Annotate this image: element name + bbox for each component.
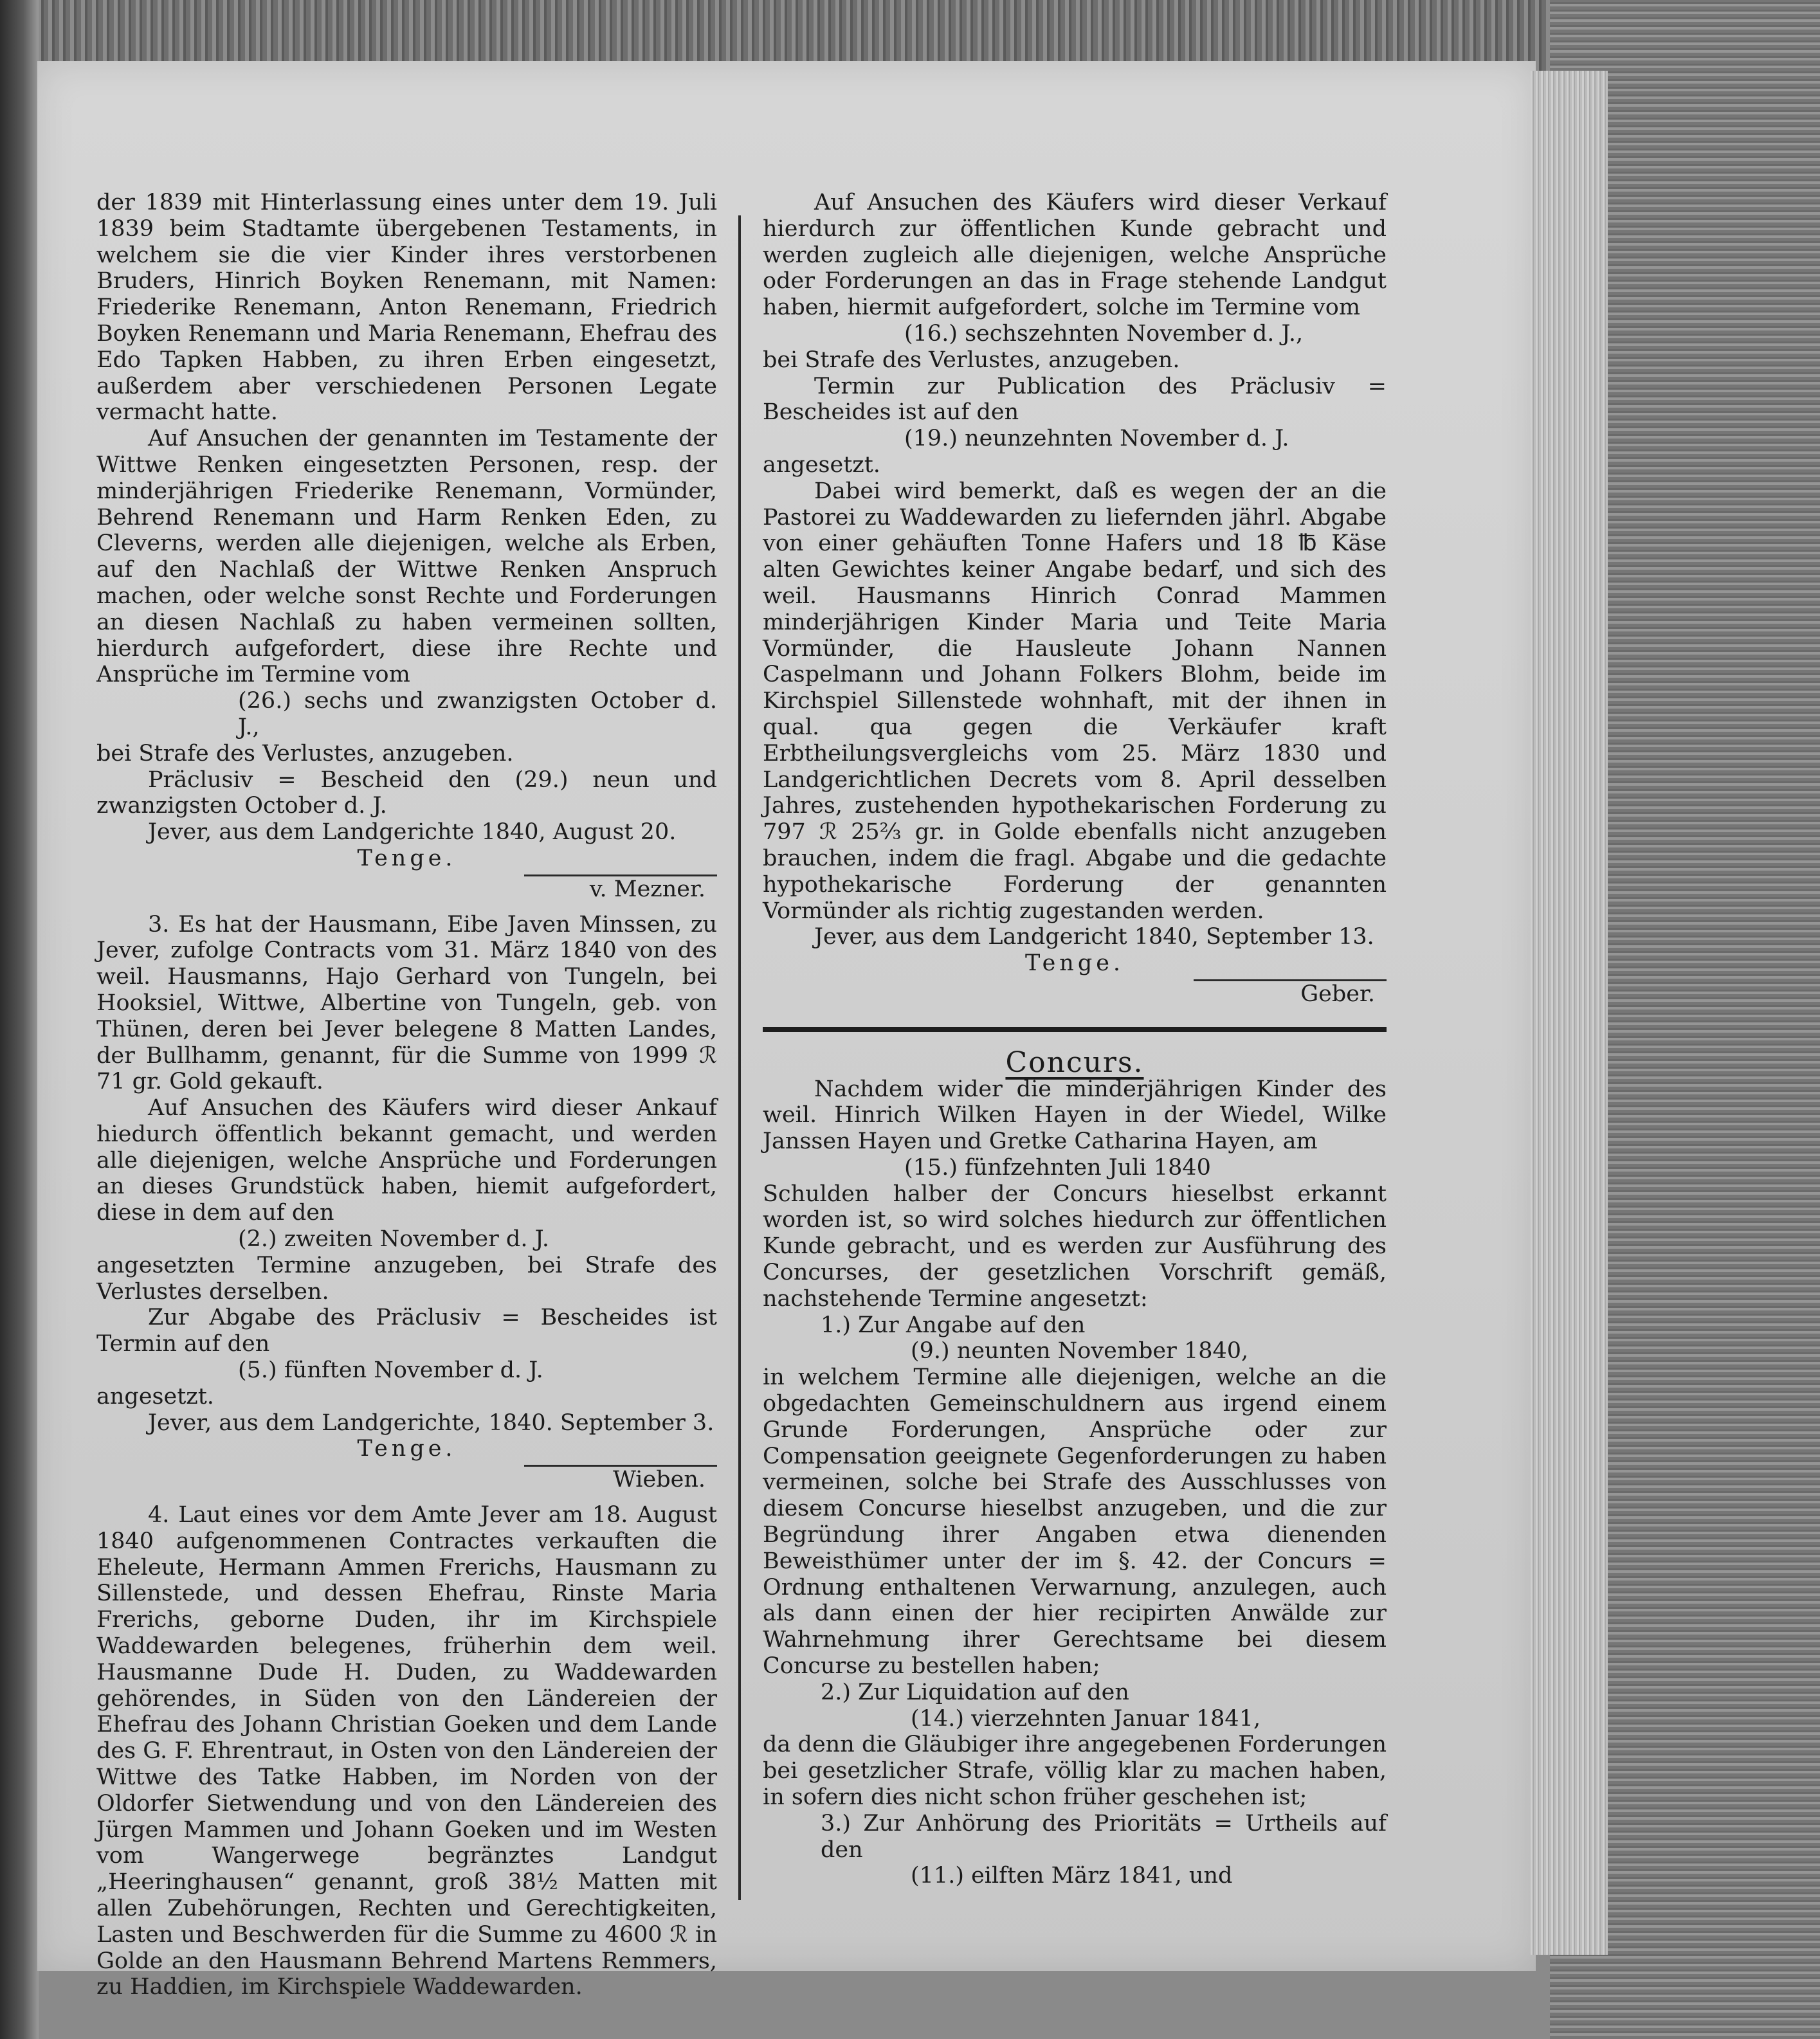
- newspaper-page: [37, 61, 1536, 2000]
- signature-name: Geber.: [1300, 981, 1375, 1007]
- notice-paragraph: Zur Abgabe des Präclusiv = Bescheides ist Termin auf den: [96, 1305, 717, 1357]
- term-date: (26.) sechs und zwanzigsten October d. J.,: [238, 688, 717, 740]
- notice-paragraph: da denn die Gläubiger ihre angegebenen Forderungen bei gesetzlicher Strafe, völlig klar zu machen haben, in sofern dies nicht schon früher geschehen ist;: [763, 1732, 1387, 1811]
- book-edge-top: [0, 0, 1820, 71]
- term-date: (11.) eilften März 1841, und: [911, 1863, 1233, 1889]
- term-date: (19.) neunzehnten November d. J.: [904, 426, 1289, 452]
- signature-name: v. Mezner.: [589, 876, 705, 902]
- notice-paragraph: Termin zur Publication des Präclusiv = Bescheides ist auf den: [763, 373, 1387, 426]
- notice-paragraph: 4. Laut eines vor dem Amte Jever am 18. August 1840 aufgenommenen Contractes verkauften die Eheleute, Hermann Ammen Frerichs, Hausmann zu Sillenstede, und dessen Ehefrau, Rinste Maria Frerichs, geborne Duden, ihr im Kirchspiele Waddewarden belegenes, früherhin dem weil. Hausmanne Dude H. Duden, zu Waddewarden gehörendes, in Süden von den Ländereien der Ehefrau des Johann Christian Goeken und dem Lande des G. F. Ehrentraut, in Osten von den Ländereien der Wittwe des Tatke Habben, im Norden von der Oldorfer Sietwendung und von den Ländereien des Jürgen Mammen und Johann Goeken und im Westen vom Wangerwege begränztes Landgut „Heeringhausen“ genannt, groß 38½ Matten mit allen Zubehörungen, Rechten und Gerechtigkeiten, Lasten und Beschwerden für die Summe zu 4600 ℛ in Golde an den Hausmann Behrend Martens Remmers, zu Haddien, im Kirchspiele Waddewarden.: [96, 1502, 717, 2000]
- signature-name: Wieben.: [612, 1467, 705, 1493]
- notice-paragraph: 3. Es hat der Hausmann, Eibe Javen Minssen, zu Jever, zufolge Contracts vom 31. März 1840 von des weil. Hausmanns, Hajo Gerhard von Tungeln, bei Hooksiel, Wittwe, Albertine von Tungeln, geb. von Thünen, deren bei Jever belegene 8 Matten Landes, der Bullhamm, genannt, für die Summe von 1999 ℛ 71 gr. Gold gekauft.: [96, 911, 717, 1095]
- place-date-line: Jever, aus dem Landgerichte, 1840. September 3.: [148, 1409, 714, 1436]
- notice-line: angesetzten Termine anzugeben, bei Strafe des Verlustes derselben.: [96, 1252, 717, 1305]
- column-divider: [738, 215, 741, 1900]
- notice-paragraph: Auf Ansuchen des Käufers wird dieser Verkauf hierdurch zur öffentlichen Kunde gebracht und werden zugleich alle diejenigen, welche Ansprüche oder Forderungen an das in Frage stehende Landgut haben, hiermit aufgefordert, solche im Termine vom: [763, 190, 1387, 321]
- notice-paragraph: Präclusiv = Bescheid den (29.) neun und zwanzigsten October d. J.: [96, 766, 717, 819]
- notice-paragraph: Schulden halber der Concurs hieselbst erkannt worden ist, so wird solches hiedurch zur öffentlichen Kunde gebracht, und es werden zur Ausführung des Concurses, der gesetzlichen Vorschrift gemäß, nachstehende Termine angesetzt:: [763, 1181, 1387, 1312]
- term-date: (14.) vierzehnten Januar 1841,: [911, 1705, 1261, 1732]
- notice-paragraph: Nachdem wider die minderjährigen Kinder des weil. Hinrich Wilken Hayen in der Wiedel, Wilke Janssen Hayen und Gretke Catharina Hayen, am: [763, 1076, 1387, 1155]
- notice-line: bei Strafe des Verlustes, anzugeben.: [96, 740, 514, 766]
- term-heading: 1.) Zur Angabe auf den: [821, 1312, 1086, 1338]
- section-divider: [763, 1027, 1387, 1032]
- notice-paragraph: Auf Ansuchen der genannten im Testamente der Wittwe Renken eingesetzten Personen, resp. der minderjährigen Friederike Renemann, Vormünder, Behrend Renemann und Harm Renken Eden, zu Cleverns, werden alle diejenigen, welche als Erben, auf den Nachlaß der Wittwe Renken Anspruch machen, oder welche sonst Rechte und Forderungen an diesen Nachlaß zu haben vermeinen sollten, hierdurch aufgefordert, diese ihre Rechte und Ansprüche im Termine vom: [96, 426, 717, 688]
- page-stack-edge: [1531, 71, 1608, 1955]
- left-column: [96, 190, 717, 2000]
- notice-paragraph: in welchem Termine alle diejenigen, welche an die obgedachten Gemeinschuldnern aus irgend einem Grunde Forderungen, Ansprüche oder zur Compensation geeignete Gegenforderungen zu haben vermeinen, solche bei Strafe des Ausschlusses von diesem Concurse hieselbst anzugeben, und die zur Begründung ihrer Angaben etwa dienenden Beweisthümer unter der im §. 42. der Concurs = Ordnung enthaltenen Verwarnung, anzulegen, auch als dann einen der hier recipirten Anwälde zur Wahrnehmung ihrer Gerechtsame bei diesem Concurse zu bestellen haben;: [763, 1364, 1387, 1680]
- notice-paragraph: Dabei wird bemerkt, daß es wegen der an die Pastorei zu Waddewarden zu liefernden jährl. Abgabe von einer gehäuften Tonne Hafers und 18 ℔ Käse alten Gewichtes keiner Angabe bedarf, und sich des weil. Hausmanns Hinrich Conrad Mammen minderjährigen Kinder Maria und Teite Maria Vormünder, die Hausleute Johann Nannen Caspelmann und Johann Folkers Blohm, beide im Kirchspiel Sillenstede wohnhaft, mit der ihnen in qual. qua gegen die Verkäufer kraft Erbtheilungsvergleichs vom 25. März 1830 und Landgerichtlichen Decrets vom 8. April desselben Jahres, zustehenden hypothekarischen Forderung zu 797 ℛ 25⅔ gr. in Golde ebenfalls nicht anzugeben brauchen, indem die fragl. Abgabe und die gedachte hypothekarische Forderung der genannten Vormünder als richtig zugestanden werden.: [763, 478, 1387, 924]
- term-date: (16.) sechszehnten November d. J.,: [904, 320, 1304, 347]
- notice-line: angesetzt.: [763, 451, 880, 478]
- term-date: (2.) zweiten November d. J.: [238, 1226, 550, 1253]
- place-date-line: Jever, aus dem Landgericht 1840, September 13.: [814, 924, 1374, 950]
- signature-name: Tenge.: [357, 1436, 457, 1462]
- term-heading: 2.) Zur Liquidation auf den: [821, 1679, 1129, 1705]
- signature-name: Tenge.: [1024, 950, 1125, 977]
- notice-paragraph: Auf Ansuchen des Käufers wird dieser Ankauf hiedurch öffentlich bekannt gemacht, und werden alle diejenigen, welche Ansprüche und Forderungen an dieses Grundstück haben, hiemit aufgefordert, diese in dem auf den: [96, 1095, 717, 1226]
- term-heading: 3.) Zur Anhörung des Prioritäts = Urtheils auf den: [821, 1810, 1387, 1863]
- notice-paragraph: der 1839 mit Hinterlassung eines unter dem 19. Juli 1839 beim Stadtamte übergebenen Testaments, in welchem sie die vier Kinder ihres verstorbenen Bruders, Hinrich Boyken Renemann, mit Namen: Friederike Renemann, Anton Renemann, Friedrich Boyken Renemann und Maria Renemann, Ehefrau des Edo Tapken Habben, zu ihren Erben eingesetzt, außerdem aber verschiedenen Personen Legate vermacht hatte.: [96, 190, 717, 426]
- term-date: (15.) fünfzehnten Juli 1840: [904, 1154, 1211, 1181]
- notice-line: bei Strafe des Verlustes, anzugeben.: [763, 347, 1180, 373]
- section-title: Concurs.: [1005, 1046, 1144, 1079]
- book-spine-edge: [0, 0, 39, 2039]
- signature-name: Tenge.: [357, 845, 457, 871]
- notice-line: angesetzt.: [96, 1383, 214, 1409]
- place-date-line: Jever, aus dem Landgerichte 1840, August 20.: [148, 819, 677, 846]
- right-column: [763, 190, 1387, 1889]
- term-date: (5.) fünften November d. J.: [238, 1357, 543, 1384]
- term-date: (9.) neunten November 1840,: [911, 1338, 1249, 1364]
